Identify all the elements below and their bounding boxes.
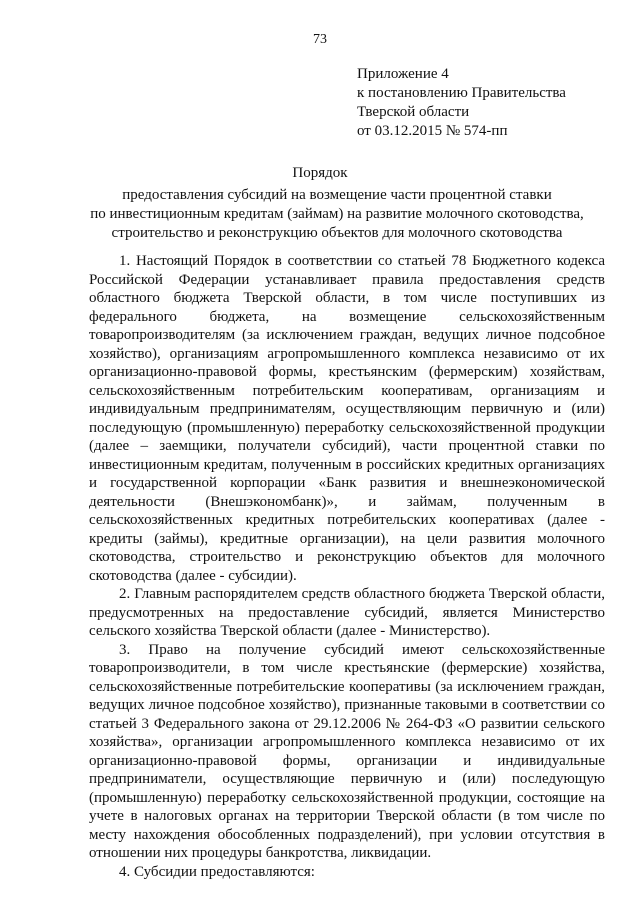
subtitle-line-2: по инвестиционным кредитам (займам) на развитие молочного скотоводства, [90, 206, 584, 222]
document-subtitle [70, 186, 604, 243]
subtitle-line-3: строительство и реконструкцию объектов для молочного скотоводства [111, 225, 563, 241]
page-number: 73 [313, 32, 327, 47]
appendix-line-4: от 03.12.2015 № 574-пп [357, 123, 508, 139]
paragraph-2: 2. Главным распорядителем средств областного бюджета Тверской области, предусмотренных на предоставление субсидий, является Министерство сельского хозяйства Тверской области (далее - Министерство). [89, 586, 605, 639]
document-body [89, 252, 605, 881]
appendix-line-1: Приложение 4 [357, 66, 449, 82]
appendix-line-3: Тверской области [357, 104, 470, 120]
appendix-line-2: к постановлению Правительства [357, 85, 566, 101]
paragraph-4: 4. Субсидии предоставляются: [119, 863, 315, 880]
paragraph-3: 3. Право на получение субсидий имеют сельскохозяйственные товаропроизводители, в том числе крестьянские (фермерские) хозяйства, сельскохозяйственные потребительские кооперативы (за исключением граждан, ведущих личное подсобное хозяйство), признанные таковыми в соответствии со статьей 3 Федерального закона от 29.12.2006 № 264-ФЗ «О развитии сельского хозяйства», организации агропромышленного комплекса независимо от их организационно-правовой формы, организации и индивидуальные предприниматели, осуществляющие первичную и (или) последующую (промышленную) переработку сельскохозяйственной продукции, состоящие на учете в налоговых органах на территории Тверской области (в том числе по месту нахождения обособленных подразделений), при условии отсутствия в отношении них процедуры банкротства, ликвидации. [89, 641, 605, 861]
appendix-block [357, 65, 566, 141]
paragraph-1: 1. Настоящий Порядок в соответствии со статьей 78 Бюджетного кодекса Российской Федерации устанавливает правила предоставления средств областного бюджета Тверской области, в том числе поступивших из федерального бюджета, на возмещение сельскохозяйственным товаропроизводителям (за исключением граждан, ведущих личное подсобное хозяйство), организациям агропромышленного комплекса независимо от их организационно-правовой формы, крестьянским (фермерским) хозяйствам, сельскохозяйственным потребительским кооперативам, организациям и индивидуальным предпринимателям, осуществляющим первичную и (или) последующую (промышленную) переработку сельскохозяйственной продукции (далее – заемщики, получатели субсидий), части процентной ставки по инвестиционным кредитам, полученным в российских кредитных организациях и государственной корпорации «Банк развития и внешнеэкономической деятельности (Внешэкономбанк)», и займам, полученным в сельскохозяйственных кредитных потребительских кооперативах (далее - кредиты (займы), кредитные организации), на цели развития молочного скотоводства, строительство и реконструкцию объектов для молочного скотоводства (далее - субсидии). [89, 253, 605, 584]
document-title: Порядок [292, 165, 348, 181]
subtitle-line-1: предоставления субсидий на возмещение части процентной ставки [122, 187, 552, 203]
